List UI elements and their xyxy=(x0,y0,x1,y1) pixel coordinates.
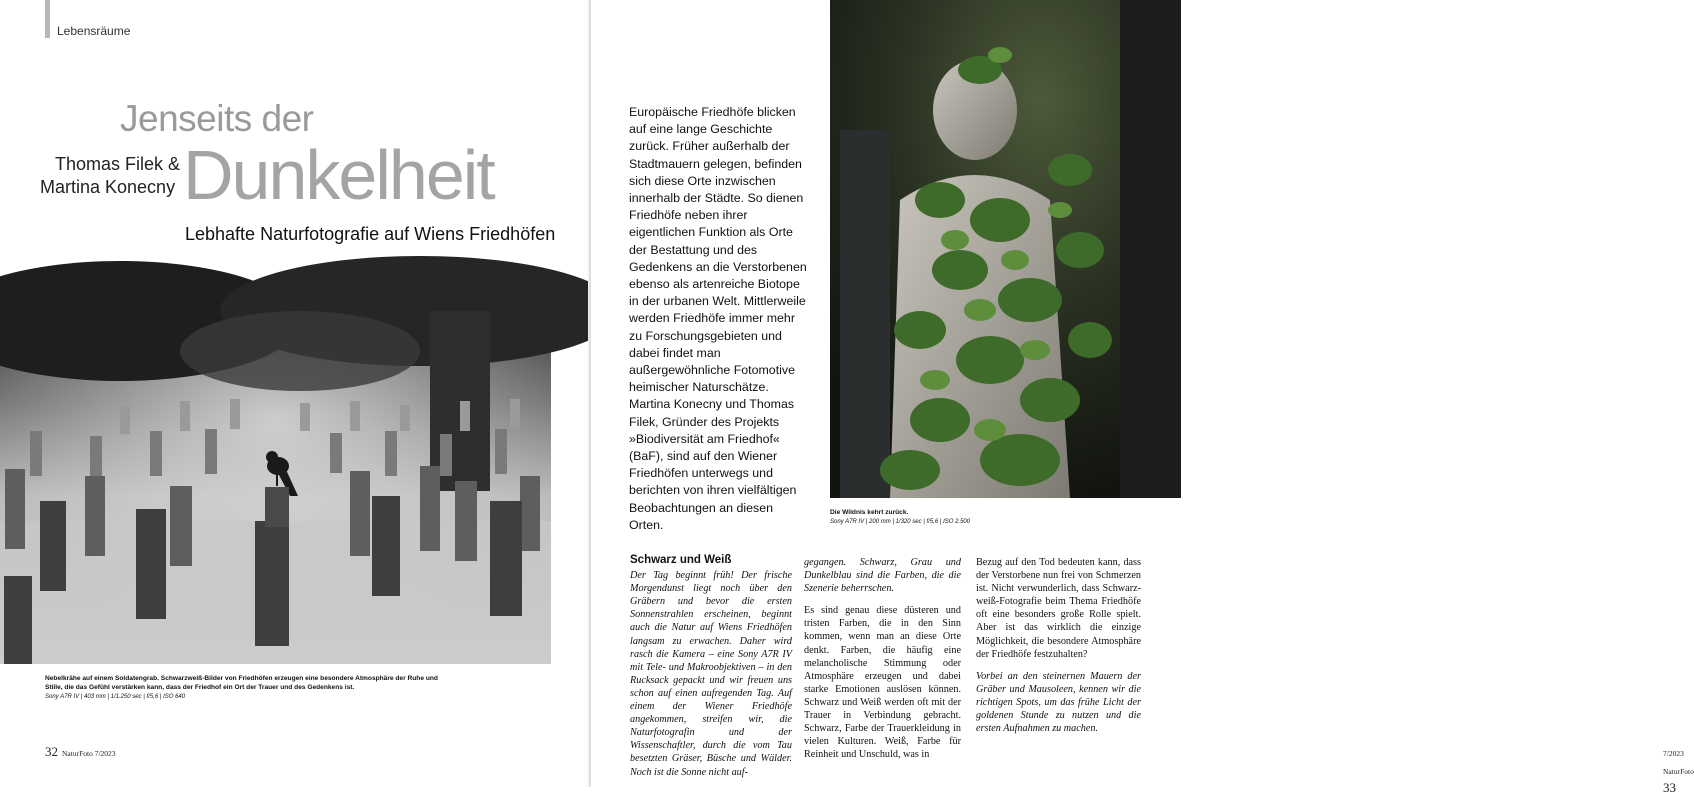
title-line-2: Dunkelheit xyxy=(183,136,494,214)
section-heading: Schwarz und Weiß xyxy=(630,554,732,566)
page-number: 32 xyxy=(45,744,58,759)
title-line-1: Jenseits der xyxy=(120,98,314,139)
body-paragraph: Vorbei an den steinernen Mauern der Gräber und Mausoleen, kennen wir die richtigen Spots, um das frühe Licht der goldenen Stunde zu nutzen und die ersten Aufnahmen zu machen. xyxy=(976,670,1141,735)
subtitle: Lebhafte Naturfotografie auf Wiens Friedhöfen xyxy=(185,224,556,244)
caption-camera-meta: Sony A7R IV | 403 mm | 1/1.250 sec | f/5,6 | ISO 640 xyxy=(45,694,186,700)
magazine-issue: NaturFoto 7/2023 xyxy=(62,749,116,758)
body-paragraph: Bezug auf den Tod bedeuten kann, dass der Verstorbene nun frei von Schmerzen ist. Nicht verwunderlich, dass Schwarz-weiß-Fotografie beim Thema Friedhöfe oft eine besonders große Rolle spielt. Aber ist das wirklich die einzige Möglichkeit, die besondere Atmosphäre der Friedhöfe festzuhalten? xyxy=(976,557,1141,660)
caption-camera-meta: Sony A7R IV | 200 mm | 1/320 sec | f/5,6 | ISO 2.500 xyxy=(830,519,971,525)
page-folio-right xyxy=(1663,743,1694,797)
left-page xyxy=(0,0,590,787)
body-paragraph: gegangen. Schwarz, Grau und Dunkelblau sind die Farben, die die Szenerie beherrschen. xyxy=(804,557,961,595)
page-folio-left xyxy=(45,743,116,761)
author-line-2: Martina Konecny xyxy=(40,177,176,197)
body-column-2 xyxy=(804,556,961,770)
cemetery-photo-caption xyxy=(45,674,445,702)
caption-text: Nebelkrähe auf einem Soldatengrab. Schwarzweiß-Bilder von Friedhöfen erzeugen eine besondere Atmosphäre der Ruhe und Stille, die das Gefühl verstärken kann, dass der Friedhof ein Ort der Trauer und des Gedenkens ist. xyxy=(45,675,438,691)
intro-paragraph xyxy=(629,104,809,534)
section-label: Lebensräume xyxy=(57,24,131,38)
cemetery-crow-photo xyxy=(0,291,551,664)
ivy-statue-photo xyxy=(830,0,1181,498)
author-line-1: Thomas Filek & xyxy=(55,154,181,174)
statue-photo-caption xyxy=(830,508,1030,527)
body-paragraph: Der Tag beginnt früh! Der frische Morgendunst liegt noch über den Gräbern und bevor die ersten Sonnenstrahlen erscheinen, beginnt auch die Natur auf Wiens Friedhöfen langsam zu erwachen. Daher wird rasch die Kamera – eine Sony A7R IV mit Tele- und Makroobjektiven – in den Rucksack gepackt und wir freuen uns schon auf einen aufregenden Tag. Auf einem der Wiener Friedhöfe angekommen, streifen wir, die Naturfotografin und der Wissenschaftler, durch die vom Tau besetzten Gräser, Büsche und Wälder. Noch ist die Sonne nicht auf- xyxy=(630,570,792,778)
body-column-1 xyxy=(630,554,792,788)
caption-text: Die Wildnis kehrt zurück. xyxy=(830,509,909,516)
section-bar xyxy=(45,0,50,38)
body-paragraph: Es sind genau diese düsteren und tristen Farben, die in den Sinn kommen, wenn man an diese Orte denkt. Farben, die häufig eine melancholische Stimmung oder Atmosphäre erzeugen und dabei starke Emotionen auslösen können. Schwarz und Weiß werden oft mit der Trauer in Verbindung gebracht. Schwarz, Farbe der Trauerkleidung in vielen Kulturen. Weiß, Farbe für Reinheit und Unschuld, was in xyxy=(804,605,961,761)
magazine-issue: 7/2023 NaturFoto xyxy=(1663,749,1694,776)
intro-text: Europäische Friedhöfe blicken auf eine lange Geschichte zurück. Früher außerhalb der Stadtmauern gelegen, befinden sich diese Orte inzwischen innerhalb der Städte. So dienen Friedhöfe neben ihrer eigentlichen Funktion als Orte der Bestattung und des Gedenkens an die Verstorbenen ebenso als artenreiche Biotope in der urbanen Welt. Mittlerweile werden Friedhöfe immer mehr zu Forschungsgebieten und dabei findet man außergewöhnliche Fotomotive heimischer Naturschätze. Martina Konecny und Thomas Filek, Gründer des Projekts »Biodiversität am Friedhof« (BaF), sind auf den Wiener Friedhöfen unterwegs und berichten von ihren vielfältigen Beobachtungen an diesen Orten. xyxy=(629,105,807,532)
page-number: 33 xyxy=(1663,780,1676,795)
body-column-3 xyxy=(976,556,1141,744)
